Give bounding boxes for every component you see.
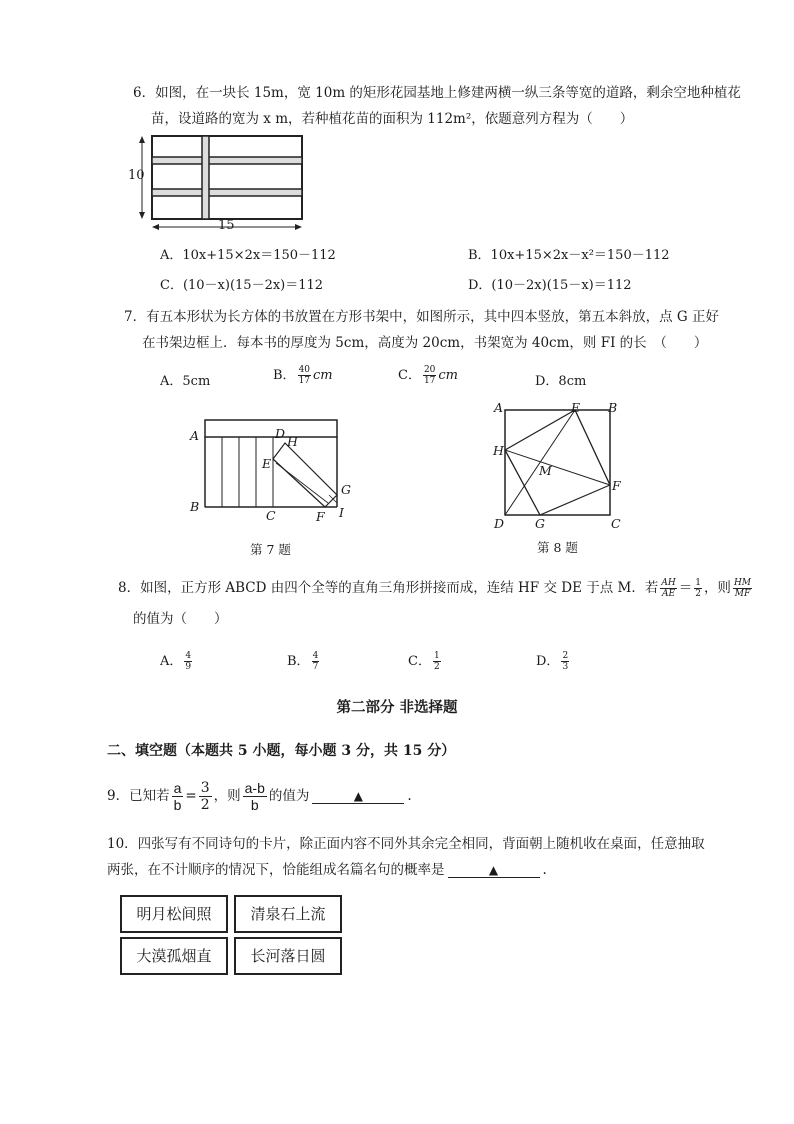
q7-book-3 — [239, 437, 256, 507]
q8-label-h: H — [493, 443, 504, 458]
q7-label-a: A — [190, 428, 200, 443]
q6-road-vertical — [202, 136, 209, 219]
q8-figure — [490, 395, 630, 535]
q7-option-b: B． $\frac{40}{17}$ cm — [273, 365, 333, 386]
q8-caption: 第 8 题 — [537, 540, 578, 555]
q10-text — [107, 831, 777, 883]
q8-label-b: B — [608, 400, 618, 415]
q6-width-label: 15 — [218, 218, 235, 233]
q8-label-e: E — [571, 400, 581, 415]
q8-label-m: M — [539, 463, 552, 478]
q8-option-d: D． $\frac{2}{3}$ — [536, 651, 569, 672]
q8-label-f: F — [612, 478, 621, 493]
q10-answer-blank[interactable]: ▲ — [448, 863, 540, 878]
q7-label-h: H — [287, 434, 298, 449]
poem-card-2: 清泉石上流 — [234, 895, 342, 933]
q7-label-c: C — [266, 508, 276, 523]
q6-garden-rect — [152, 136, 302, 219]
q7-label-g: G — [341, 482, 351, 497]
q7-label-b: B — [190, 499, 200, 514]
q7-shelf-top — [205, 420, 337, 437]
q7-line1: 7．有五本形状为长方体的书放置在方形书架中，如图所示，其中四本竖放，第五本斜放，点 G 正好 — [124, 309, 719, 325]
q8-label-a: A — [494, 400, 504, 415]
q8-option-b: B． $\frac{4}{7}$ — [287, 651, 319, 672]
q8-text-line1: 8．如图，正方形 ABCD 由四个全等的直角三角形拼接而成，连结 HF 交 DE 于点 M．若 $\frac{AH}{AE}$ ＝ $\frac{1}{2}$ ，则 $\frac{HM}{MF}$ — [118, 578, 752, 599]
poem-card-4: 长河落日圆 — [234, 937, 342, 975]
q6-option-b: B．10x+15×2x－x²＝150－112 — [468, 248, 670, 263]
q9-text: 9．已知若 $\frac{a}{b}$ = $\frac{3}{2}$ ，则 $\frac{a-b}{b}$ 的值为 ▲ . — [107, 780, 412, 813]
q8-text-line2: 的值为（ ） — [133, 611, 228, 627]
q7-option-c: C． $\frac{20}{17}$ cm — [398, 365, 459, 386]
q6-option-a: A．10x+15×2x＝150－112 — [160, 248, 336, 263]
q10-line2: 两张，在不计顺序的情况下，恰能组成名篇名句的概率是 ▲ . — [107, 862, 547, 878]
q7-text — [124, 304, 774, 356]
q7-label-i: I — [339, 505, 344, 520]
q6-option-d: D．(10－2x)(15－x)＝112 — [468, 278, 632, 293]
q8-option-c: C． $\frac{1}{2}$ — [408, 651, 440, 672]
q6-road-top — [152, 157, 302, 164]
q6-option-c: C．(10－x)(15－2x)＝112 — [160, 278, 324, 293]
q8-label-g: G — [535, 516, 545, 531]
q6-road-bottom — [152, 189, 302, 196]
q10-line1: 10．四张写有不同诗句的卡片，除正面内容不同外其余完全相同，背面朝上随机收在桌面，任意抽取 — [107, 836, 705, 852]
q8-square — [505, 410, 610, 515]
q7-label-e: E — [262, 456, 272, 471]
poem-card-1: 明月松间照 — [120, 895, 228, 933]
q7-book-4 — [256, 437, 273, 507]
poem-card-3: 大漠孤烟直 — [120, 937, 228, 975]
q7-book-slanted — [273, 443, 337, 507]
q6-line2: 苗，设道路的宽为 x m，若种植花苗的面积为 112m²，依题意列方程为（ ） — [151, 111, 634, 127]
q6-height-label: 10 — [128, 168, 145, 183]
q8-inner-square — [505, 410, 610, 515]
q7-line2: 在书架边框上．每本书的厚度为 5cm，高度为 20cm，书架宽为 40cm，则 FI 的长 （ ） — [142, 335, 708, 351]
q6-text — [133, 80, 773, 132]
q8-label-d: D — [494, 516, 505, 531]
q7-option-a: A．5cm — [160, 374, 211, 389]
q7-book-1 — [205, 437, 222, 507]
part2-title: 第二部分 非选择题 — [336, 699, 458, 716]
q7-option-d: D．8cm — [535, 374, 587, 389]
q6-line1: 6．如图，在一块长 15m，宽 10m 的矩形花园基地上修建两横一纵三条等宽的道路，剩余空地种植花 — [133, 85, 741, 101]
q9-answer-blank[interactable]: ▲ — [312, 789, 404, 804]
q7-label-f: F — [316, 509, 325, 524]
q7-book-2 — [222, 437, 239, 507]
q7-caption: 第 7 题 — [250, 542, 291, 557]
q7-label-d: D — [275, 426, 286, 441]
q8-label-c: C — [611, 516, 621, 531]
section2-title: 二、填空题（本题共 5 小题，每小题 3 分，共 15 分） — [107, 743, 456, 759]
q8-option-a: A． $\frac{4}{9}$ — [160, 651, 192, 672]
